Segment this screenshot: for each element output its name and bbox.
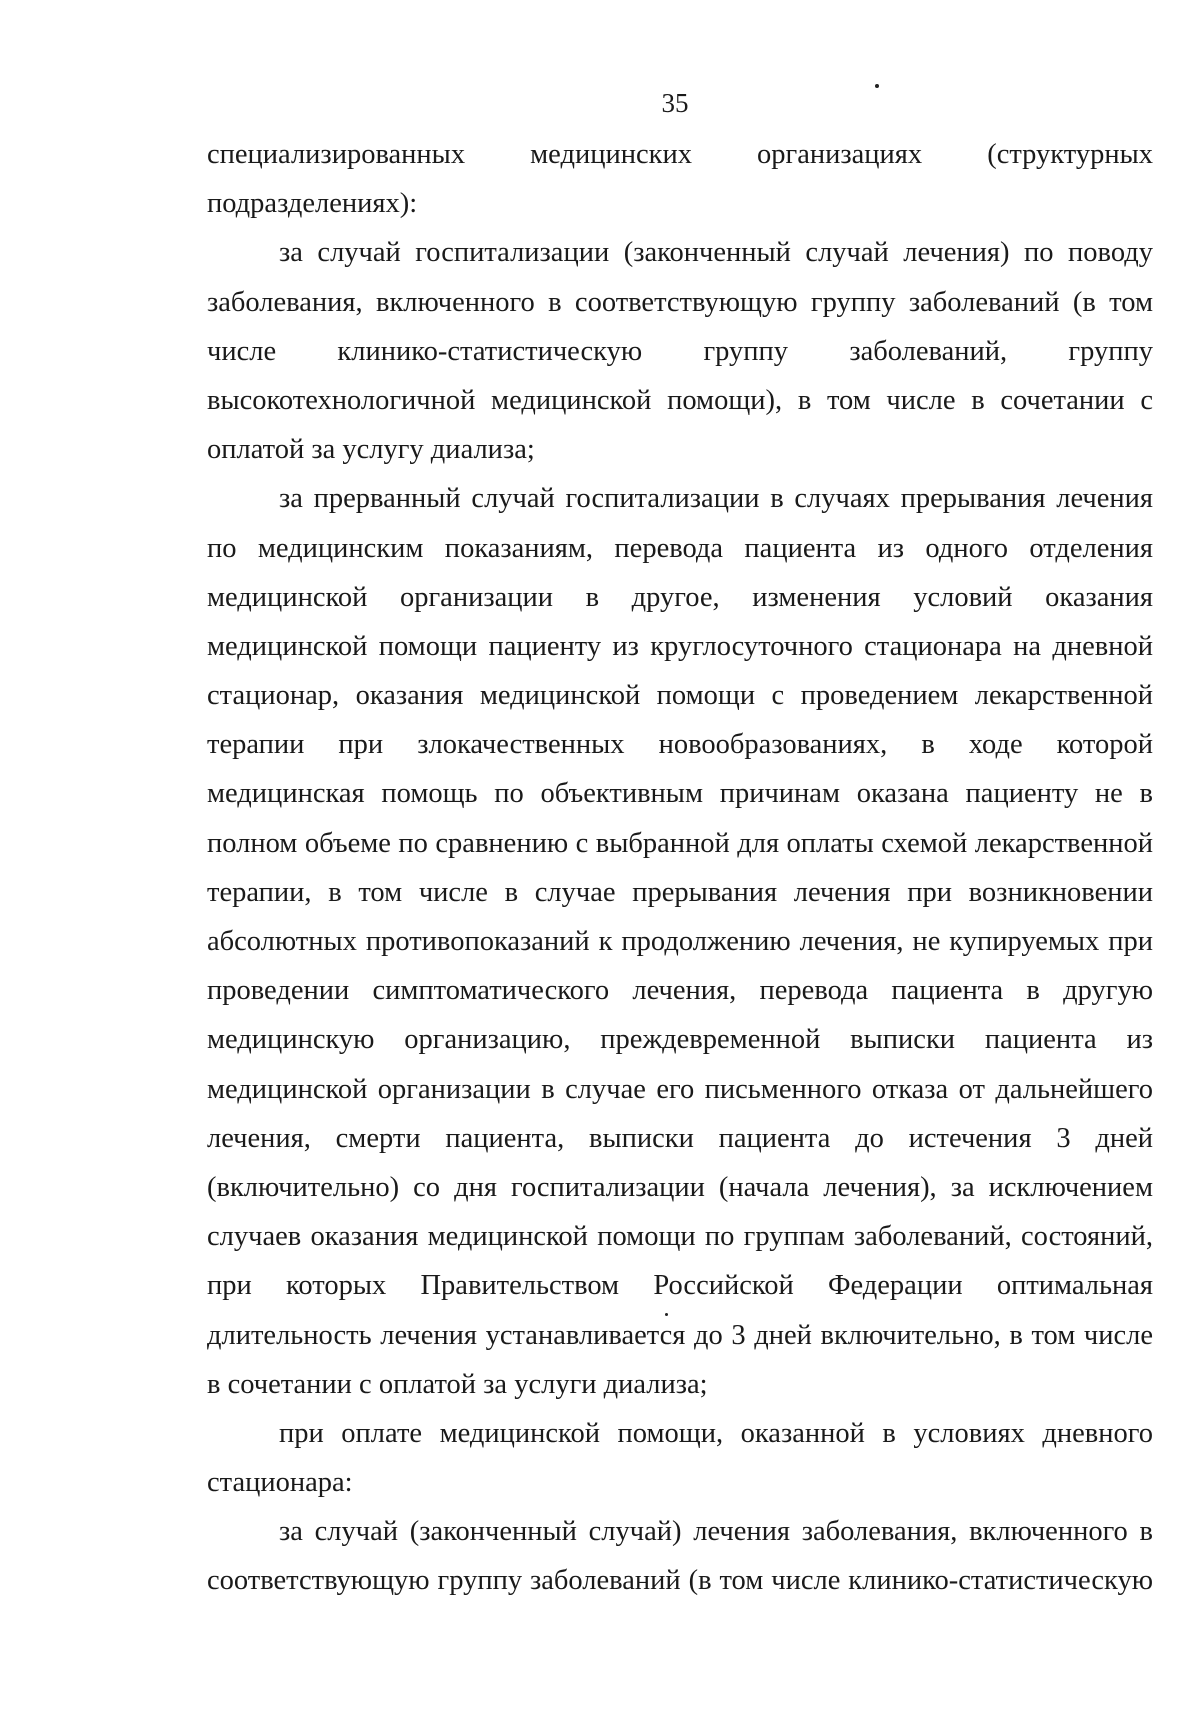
text-line: по медицинским показаниям, перевода пациента из одного отделения [207,532,1153,564]
text-line: абсолютных противопоказаний к продолжению лечения, не купируемых при [207,926,1153,957]
text-line: при оплате медицинской помощи, оказанной в условиях дневного [279,1417,1153,1449]
text-line: лечения, смерти пациента, выписки пациента до истечения 3 дней [207,1122,1153,1154]
text-line: оплатой за услугу диализа; [207,434,535,466]
text-line: терапии при злокачественных новообразованиях, в ходе которой [207,729,1153,761]
text-line: полном объеме по сравнению с выбранной для оплаты схемой лекарственной [207,827,1153,859]
text-line: стационар, оказания медицинской помощи с проведением лекарственной [207,680,1153,712]
text-line: за прерванный случай госпитализации в случаях прерывания лечения [279,483,1153,515]
scan-speck [875,84,879,88]
text-line: медицинскую организацию, преждевременной выписки пациента из [207,1024,1153,1056]
text-line: стационара: [207,1467,353,1499]
text-line: соответствующую группу заболеваний (в том числе клинико-статистическую [207,1565,1153,1597]
text-line: числе клинико-статистическую группу заболеваний, группу [207,335,1153,367]
text-line: случаев оказания медицинской помощи по группам заболеваний, состояний, [207,1221,1153,1253]
text-line: (включительно) со дня госпитализации (начала лечения), за исключением [207,1171,1153,1203]
text-line: подразделениях): [207,188,418,220]
text-line: длительность лечения устанавливается до 3 дней включительно, в том числе [207,1319,1153,1351]
text-line: за случай госпитализации (законченный случай лечения) по поводу [279,237,1153,269]
text-line: в сочетании с оплатой за услуги диализа; [207,1368,708,1400]
text-line: высокотехнологичной медицинской помощи), в том числе в сочетании с [207,384,1153,416]
text-line: медицинской помощи пациенту из круглосуточного стационара на дневной [207,630,1153,662]
body-text [207,130,1153,1606]
text-line: за случай (законченный случай) лечения заболевания, включенного в [279,1516,1153,1548]
page-number: 35 [661,88,689,118]
text-line: терапии, в том числе в случае прерывания лечения при возникновении [207,876,1153,908]
text-line: проведении симптоматического лечения, перевода пациента в другую [207,975,1153,1007]
text-line: при которых Правительством Российской Федерации оптимальная [207,1270,1153,1302]
text-line: медицинская помощь по объективным причинам оказана пациенту не в [207,778,1153,810]
text-line: специализированных медицинских организациях (структурных [207,139,1153,170]
text-line: медицинской организации в другое, изменения условий оказания [207,581,1153,613]
text-line: медицинской организации в случае его письменного отказа от дальнейшего [207,1073,1153,1105]
text-line: заболевания, включенного в соответствующую группу заболеваний (в том [207,286,1153,318]
